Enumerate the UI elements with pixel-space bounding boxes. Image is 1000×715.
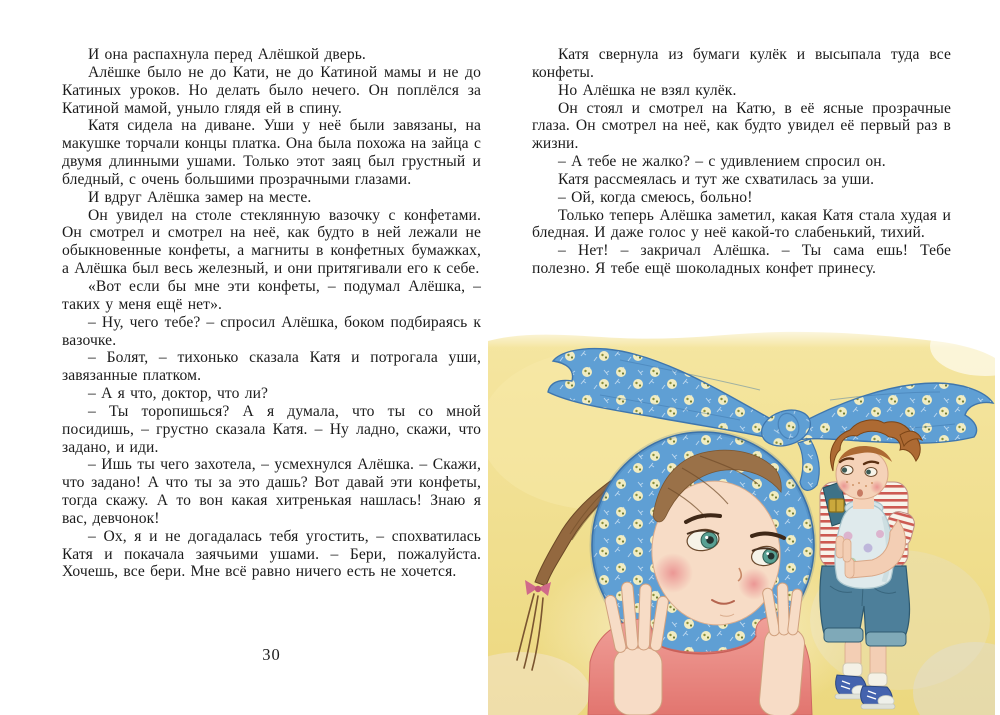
paragraph: – Ох, я и не догадалась тебя угостить, – спохватилась Катя и покачала заячьими ушами. – Бери, пожалуйста. Хочешь, все бери. Мне всё равно ничего есть не хочется.	[62, 527, 481, 581]
paragraph: Катя свернула из бумаги кулёк и высыпала туда все конфеты.	[532, 46, 951, 81]
paragraph: Он увидел на столе стеклянную вазочку с конфетами. Он смотрел и смотрел на неё, как будто в ней лежали не обыкновенные конфеты, а магниты в конфетных бумажках, а Алёшка был весь железный, и они притягивали его к себе.	[62, 206, 481, 278]
paragraph: Алёшке было не до Кати, не до Катиной мамы и не до Катиных уроков. Но делать было нечего. Он поплёлся за Катиной мамой, уныло глядя ей в спину.	[62, 63, 481, 117]
paragraph: И она распахнула перед Алёшкой дверь.	[88, 46, 366, 63]
paragraph: Катя сидела на диване. Уши у неё были завязаны, на макушке торчали концы платка. Она была похожа на зайца с двумя длинными ушами. Только этот заяц был грустный и бледный, с очень большими прозрачными глазами.	[62, 117, 481, 188]
left-page-text	[62, 46, 481, 581]
paragraph: – Нет! – закричал Алёшка. – Ты сама ешь! Тебе полезно. Я тебе ещё шоколадных конфет принесу.	[532, 242, 951, 278]
paragraph: – Болят, – тихонько сказала Катя и потрогала уши, завязанные платком.	[62, 349, 481, 385]
paragraph: Только теперь Алёшка заметил, какая Катя стала худая и бледная. И даже голос у неё какой-то слабенький, тихий.	[532, 206, 951, 242]
illustration	[488, 324, 995, 715]
boy-sock	[843, 663, 862, 676]
paragraph: – Ну, чего тебе? – спросил Алёшка, боком подбираясь к вазочке.	[62, 313, 481, 349]
paragraph: – Ой, когда смеюсь, больно!	[558, 188, 753, 206]
paragraph: «Вот если бы мне эти конфеты, – подумал Алёшка, – таких у меня ещё нет».	[62, 277, 481, 313]
paragraph: Но Алёшка не взял кулёк.	[558, 81, 737, 99]
girl-hand-right	[758, 583, 806, 715]
page-number: 30	[262, 645, 281, 664]
paragraph: Катя рассмеялась и тут же схватилась за уши.	[558, 170, 875, 188]
boy-eye	[865, 468, 877, 477]
paragraph: Он стоял и смотрел на Катю, в её ясные прозрачные глаза. Он смотрел на неё, как будто увидел её первый раз в жизни.	[532, 99, 951, 153]
paragraph: – Ты торопишься? А я думала, что ты со мной посидишь, – грустно сказала Катя. – Ну ладно, скажи, что задано, и иди.	[62, 402, 481, 456]
boy-mouth	[857, 489, 863, 497]
right-page-text	[532, 46, 951, 278]
paragraph: – А тебе не жалко? – с удивлением спросил он.	[558, 153, 886, 171]
paragraph: – Ишь ты чего захотела, – усмехнулся Алёшка. – Скажи, что задано! А что ты за это дашь? Вот давай эти конфеты, тогда скажу. А то вон какая хитренькая нашлась! Знаю я вас, девчонок!	[62, 456, 481, 527]
cheek-blush	[653, 553, 693, 593]
boy-eye	[841, 466, 853, 475]
boy-sock	[868, 673, 887, 686]
paragraph: И вдруг Алёшка замер на месте.	[88, 188, 312, 206]
paragraph: – А я что, доктор, что ли?	[88, 385, 269, 403]
